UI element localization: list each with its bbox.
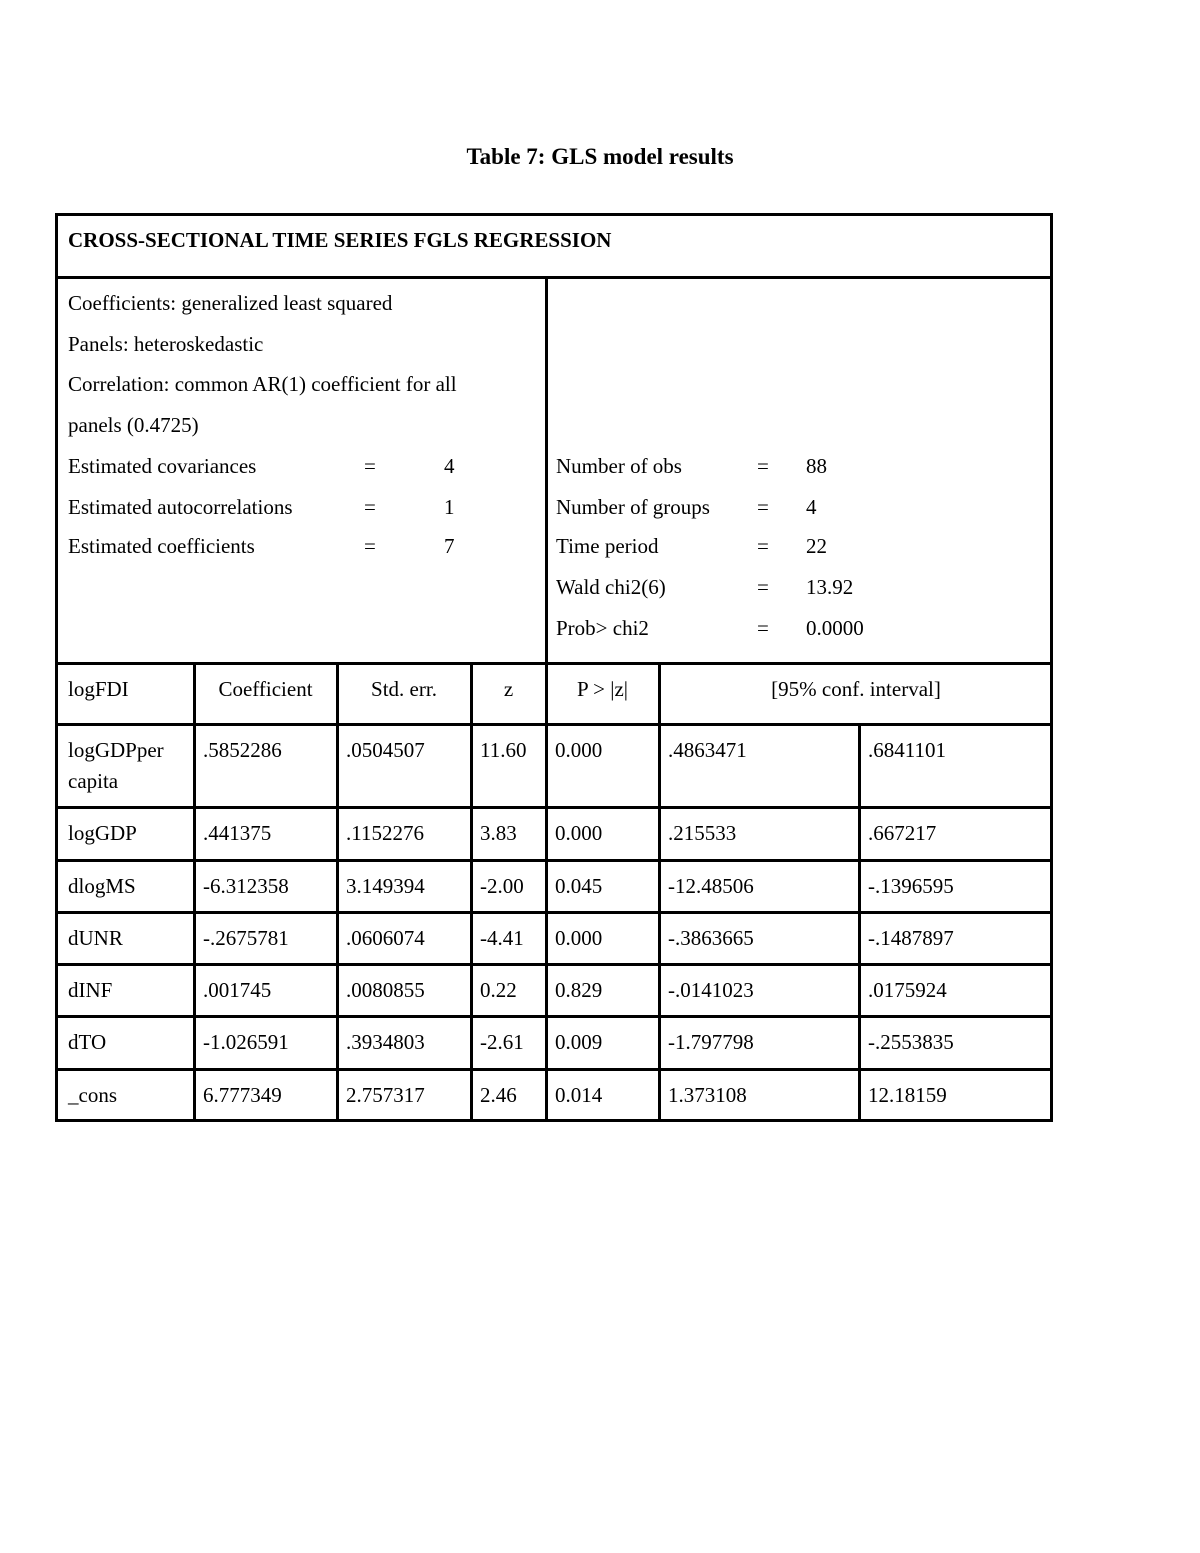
row-coefficient: -1.026591 bbox=[203, 1030, 289, 1054]
row-divider bbox=[55, 1068, 1053, 1071]
stat-value: 4 bbox=[444, 454, 455, 478]
row-std-err: .1152276 bbox=[346, 821, 424, 845]
row-std-err: .0080855 bbox=[346, 978, 425, 1002]
row-divider bbox=[55, 1015, 1053, 1018]
stat-value: 88 bbox=[806, 454, 827, 478]
row-coefficient: .001745 bbox=[203, 978, 272, 1002]
stat-equals: = bbox=[364, 534, 376, 558]
stat-label: Number of obs bbox=[556, 454, 682, 478]
stat-equals: = bbox=[757, 575, 769, 599]
correlation-info-line2: panels (0.4725) bbox=[68, 413, 199, 437]
row-z: 2.46 bbox=[480, 1083, 517, 1107]
row-divider bbox=[55, 963, 1053, 966]
row-variable: logGDPper capita bbox=[68, 738, 164, 793]
row-divider bbox=[55, 859, 1053, 862]
row-z: -2.61 bbox=[480, 1030, 524, 1054]
row-coefficient: .441375 bbox=[203, 821, 272, 845]
column-divider bbox=[658, 662, 661, 1120]
stat-value: 22 bbox=[806, 534, 827, 558]
stat-label: Estimated autocorrelations bbox=[68, 495, 293, 519]
row-coefficient: -6.312358 bbox=[203, 874, 289, 898]
row-coefficient: .5852286 bbox=[203, 738, 282, 762]
row-p-value: 0.045 bbox=[555, 874, 603, 898]
row-divider bbox=[55, 911, 1053, 914]
table-header: CROSS-SECTIONAL TIME SERIES FGLS REGRESSION bbox=[68, 228, 612, 252]
row-ci-lower: -.0141023 bbox=[668, 978, 754, 1002]
stat-equals: = bbox=[757, 534, 769, 558]
row-z: -4.41 bbox=[480, 926, 524, 950]
stat-label: Prob> chi2 bbox=[556, 616, 649, 640]
row-variable: _cons bbox=[68, 1083, 117, 1107]
row-ci-lower: -1.797798 bbox=[668, 1030, 754, 1054]
column-header-conf-interval: [95% conf. interval] bbox=[771, 677, 941, 701]
coefficients-info: Coefficients: generalized least squared bbox=[68, 291, 393, 315]
row-ci-upper: .667217 bbox=[868, 821, 937, 845]
stat-label: Estimated coefficients bbox=[68, 534, 255, 558]
correlation-info-line1: Correlation: common AR(1) coefficient for all bbox=[68, 372, 457, 396]
row-coefficient: -.2675781 bbox=[203, 926, 289, 950]
row-p-value: 0.009 bbox=[555, 1030, 603, 1054]
column-header-std-err: Std. err. bbox=[371, 677, 437, 701]
row-std-err: .0504507 bbox=[346, 738, 425, 762]
page-title: Table 7: GLS model results bbox=[466, 144, 734, 169]
row-variable: logGDP bbox=[68, 821, 137, 845]
row-z: -2.00 bbox=[480, 874, 524, 898]
stat-value: 1 bbox=[444, 495, 455, 519]
row-z: 0.22 bbox=[480, 978, 517, 1002]
row-std-err: .3934803 bbox=[346, 1030, 425, 1054]
row-divider bbox=[55, 662, 1053, 665]
info-divider bbox=[545, 276, 548, 662]
stat-label: Time period bbox=[556, 534, 659, 558]
row-ci-upper: 12.18159 bbox=[868, 1083, 947, 1107]
stat-label: Wald chi2(6) bbox=[556, 575, 666, 599]
header-divider bbox=[55, 276, 1053, 279]
row-z: 3.83 bbox=[480, 821, 517, 845]
row-variable: dTO bbox=[68, 1030, 107, 1054]
stat-label: Estimated covariances bbox=[68, 454, 257, 478]
stat-label: Number of groups bbox=[556, 495, 710, 519]
column-divider bbox=[858, 723, 861, 1120]
stat-equals: = bbox=[757, 495, 769, 519]
row-p-value: 0.000 bbox=[555, 926, 603, 950]
stat-value: 4 bbox=[806, 495, 817, 519]
row-std-err: .0606074 bbox=[346, 926, 425, 950]
column-header-coefficient: Coefficient bbox=[218, 677, 313, 701]
row-variable: dINF bbox=[68, 978, 113, 1002]
column-divider bbox=[193, 662, 196, 1120]
column-divider bbox=[545, 662, 548, 1120]
row-std-err: 3.149394 bbox=[346, 874, 425, 898]
stat-value: 13.92 bbox=[806, 575, 854, 599]
panels-info: Panels: heteroskedastic bbox=[68, 332, 264, 356]
column-divider bbox=[470, 662, 473, 1120]
row-ci-lower: 1.373108 bbox=[668, 1083, 747, 1107]
row-variable: dUNR bbox=[68, 926, 123, 950]
row-divider bbox=[55, 806, 1053, 809]
row-ci-lower: .4863471 bbox=[668, 738, 747, 762]
row-ci-upper: -.2553835 bbox=[868, 1030, 954, 1054]
row-ci-upper: .6841101 bbox=[868, 738, 946, 762]
row-p-value: 0.000 bbox=[555, 738, 603, 762]
row-ci-upper: -.1396595 bbox=[868, 874, 954, 898]
column-divider bbox=[336, 662, 339, 1120]
column-header-p-value: P > |z| bbox=[577, 677, 628, 701]
row-variable: dlogMS bbox=[68, 874, 136, 898]
row-p-value: 0.014 bbox=[555, 1083, 603, 1107]
row-p-value: 0.000 bbox=[555, 821, 603, 845]
row-divider bbox=[55, 723, 1053, 726]
row-ci-upper: .0175924 bbox=[868, 978, 947, 1002]
row-ci-lower: .215533 bbox=[668, 821, 737, 845]
stat-equals: = bbox=[757, 616, 769, 640]
row-std-err: 2.757317 bbox=[346, 1083, 425, 1107]
stat-value: 7 bbox=[444, 534, 455, 558]
row-coefficient: 6.777349 bbox=[203, 1083, 282, 1107]
stat-equals: = bbox=[757, 454, 769, 478]
row-p-value: 0.829 bbox=[555, 978, 603, 1002]
row-ci-lower: -.3863665 bbox=[668, 926, 754, 950]
row-z: 11.60 bbox=[480, 738, 527, 762]
stat-equals: = bbox=[364, 495, 376, 519]
stat-equals: = bbox=[364, 454, 376, 478]
row-ci-upper: -.1487897 bbox=[868, 926, 954, 950]
stat-value: 0.0000 bbox=[806, 616, 864, 640]
column-header-variable: logFDI bbox=[68, 677, 129, 701]
column-header-z: z bbox=[503, 677, 514, 701]
row-ci-lower: -12.48506 bbox=[668, 874, 754, 898]
